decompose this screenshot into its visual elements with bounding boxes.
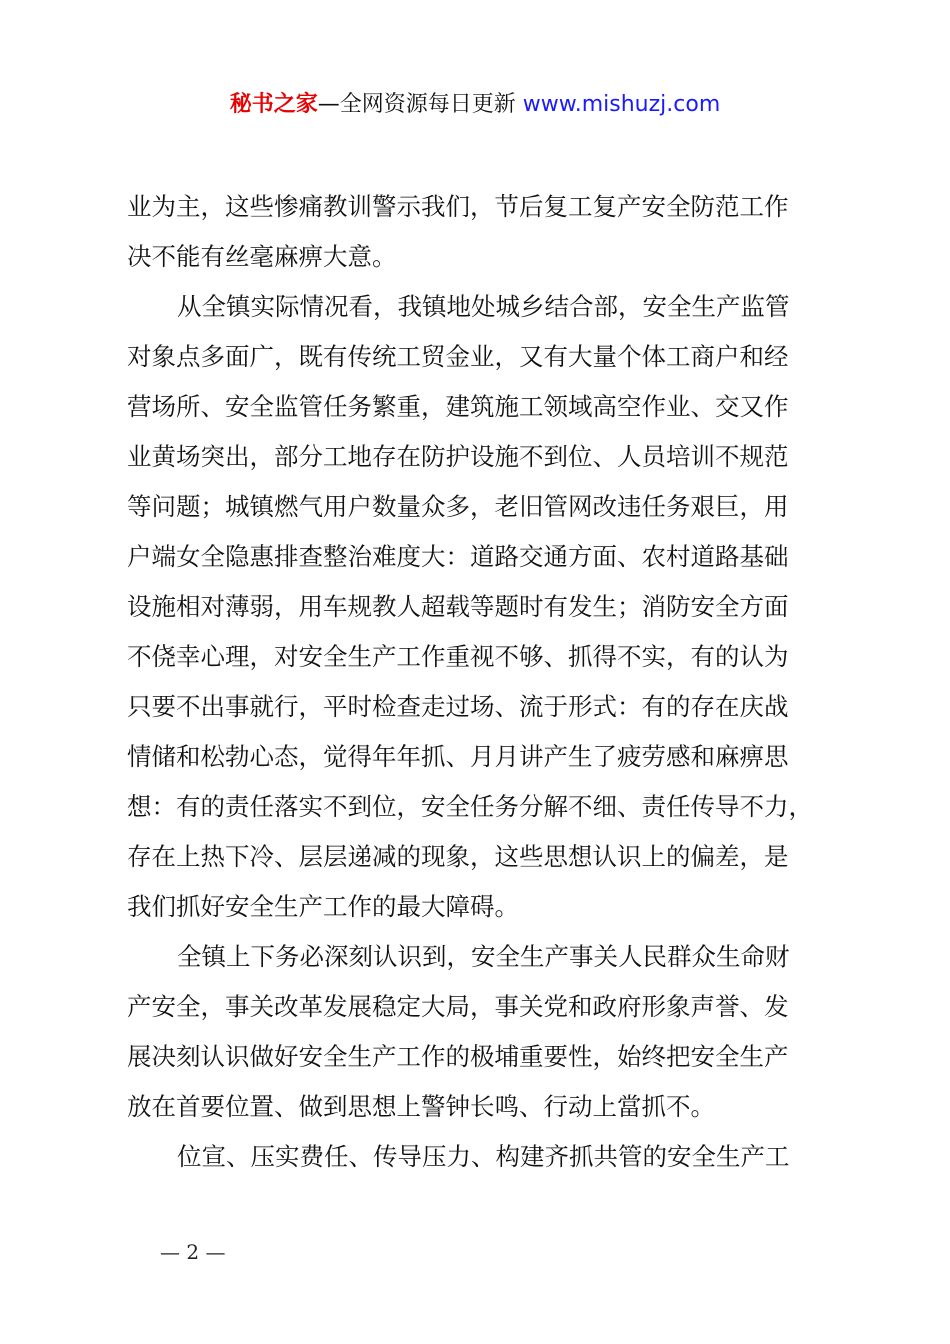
text-line: 产安全，事关改革发展稳定大局，事关党和政府形象声誉、发 xyxy=(127,992,789,1021)
site-header xyxy=(0,90,950,120)
text-line: 等问题；城镇燃气用户数量众多，老旧管网改违任务艰巨，用 xyxy=(127,492,789,521)
paragraph-start-line: 位宣、压实费任、传导压力、构建齐抓共管的安全生产工 xyxy=(177,1142,790,1171)
text-line: 放在首要位置、做到思想上警钟长鸣、行动上當抓不。 xyxy=(127,1092,715,1121)
text-line: 想：有的责任落实不到位，安全任务分解不细、责任传导不力， xyxy=(127,792,813,821)
text-line: 我们抓好安全生产工作的最大障碍。 xyxy=(127,892,519,921)
text-line: 业黄场突出，部分工地存在防护设施不到位、人员培训不规范 xyxy=(127,442,789,471)
page-number: — 2 — xyxy=(160,1240,226,1264)
text-line: 情储和松勃心态，觉得年年抓、月月讲产生了疲劳感和麻痹思 xyxy=(127,742,789,771)
text-line: 户端女全隐惠排查整治难度大：道路交通方面、农村道路基础 xyxy=(127,542,789,571)
text-line: 设施相对薄弱，用车规教人超载等题时有发生；消防安全方面 xyxy=(127,592,789,621)
document-body xyxy=(127,182,839,1182)
text-line: 营场所、安全监管任务繁重，建筑施工领域高空作业、交又作 xyxy=(127,392,789,421)
text-line: 业为主，这些惨痛教训警示我们，节后复工复产安全防范工作 xyxy=(127,192,789,221)
header-tagline: —全网资源每日更新 xyxy=(317,92,523,117)
site-url: www.mishuzj.com xyxy=(522,92,721,117)
text-line: 不侥幸心理，对安全生产工作重视不够、抓得不实，有的认为 xyxy=(127,642,789,671)
text-line: 对象点多面广，既有传统工贸金业，又有大量个体工商户和经 xyxy=(127,342,789,371)
brand-name: 秘书之家 xyxy=(229,92,318,117)
text-line: 存在上热下冷、层层递减的现象，这些思想认识上的偏差，是 xyxy=(127,842,789,871)
text-line: 只要不出事就行，平时检查走过场、流于形式：有的存在庆战 xyxy=(127,692,789,721)
paragraph-start-line: 全镇上下务必深刻认识到，安全生产事关人民群众生命财 xyxy=(177,942,790,971)
text-line: 展决刻认识做好安全生产工作的极埔重要性，始终把安全生产 xyxy=(127,1042,789,1071)
text-line: 决不能有丝毫麻痹大意。 xyxy=(127,242,397,271)
paragraph-start-line: 从全镇实际情况看，我镇地处城乡结合部，安全生产监管 xyxy=(177,292,790,321)
